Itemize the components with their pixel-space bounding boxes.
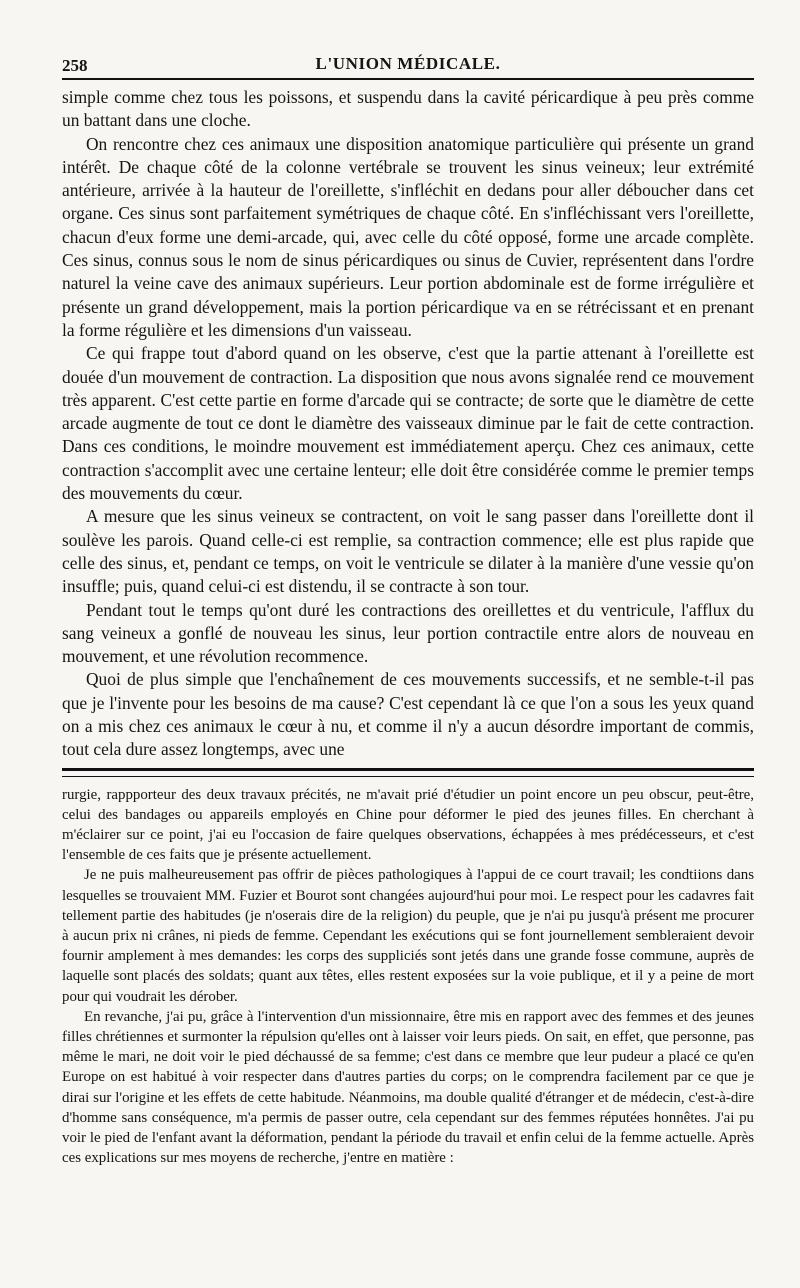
footnote-text: [62, 785, 754, 1169]
footnote-paragraph: rurgie, rappporteur des deux travaux précités, ne m'avait prié d'étudier un point encore un peu obscur, peut-être, celui des bandages ou appareils employés en Chine pour déformer le pied des jeunes filles. En cherchant à m'éclairer sur ce point, j'ai eu l'occasion de faire quelques observations, échappées à mes prédécesseurs, et c'est l'ensemble de ces faits que je présente actuellement.: [62, 786, 754, 864]
main-paragraph: A mesure que les sinus veineux se contractent, on voit le sang passer dans l'oreillette dont il soulève les parois. Quand celle-ci est remplie, sa contraction commence; elle est plus rapide que celle des sinus, et, pendant ce temps, on voit le ventricule se dilater à la manière d'une vessie qu'on insuffle; puis, quand celui-ci est distendu, il se contracte à son tour.: [62, 506, 754, 597]
footnote-rule: [62, 768, 754, 777]
main-paragraph: Pendant tout le temps qu'ont duré les contractions des oreillettes et du ventricule, l'afflux du sang veineux a gonflé de nouveau les sinus, leur portion contractile entre alors de nouveau en mouvement, et une révolution recommence.: [62, 599, 754, 667]
page-number: 258: [62, 56, 88, 75]
main-text: [62, 86, 754, 762]
running-head: [62, 46, 754, 76]
main-paragraph: On rencontre chez ces animaux une disposition anatomique particulière qui présente un grand intérêt. De chaque côté de la colonne vertébrale se trouvent les sinus veineux; leur extrémité antérieure, arrivée à la hauteur de l'oreillette, s'infléchit en dedans pour aller déboucher dans cet organe. Ces sinus sont parfaitement symétriques de chaque côté. En s'infléchissant vers l'oreillette, chacun d'eux forme une demi-arcade, qui, avec celle du côté opposé, forme une arcade complète. Ces sinus, connus sous le nom de sinus péricardiques ou sinus de Cuvier, représentent dans l'ordre naturel la veine cave des animaux supérieurs. Leur portion abdominale est de forme irrégulière et présente un grand développement, mais la portion péricardique va en se rétrécissant et en prenant la forme régulière et les dimensions d'un vaisseau.: [62, 133, 754, 340]
journal-title: L'UNION MÉDICALE.: [315, 54, 501, 73]
footnote-paragraph: Je ne puis malheureusement pas offrir de pièces pathologiques à l'appui de ce court travail; les condtiions dans lesquelles se trouvaient MM. Fuzier et Bourot sont changées aujourd'hui pour moi. Le respect pour les cadavres fait tellement partie des habitudes (je n'oserais dire de la religion) du peuple, que je n'ai pu jusqu'à présent me procurer à aucun prix ni crânes, ni pieds de femme. Cependant les exécutions qui se font journellement sembleraient devoir fournir amplement à mes demandes: les corps des suppliciés sont jetés dans une grande fosse commune, auprès de laquelle sont placés des soldats; quant aux têtes, elles restent exposées sur la voie publique, et il y a peine de mort pour qui voudrait les dérober.: [62, 867, 754, 1005]
main-paragraph: Quoi de plus simple que l'enchaînement de ces mouvements successifs, et ne semble-t-il pas que je l'invente pour les besoins de ma cause? C'est cependant là ce que l'on a sous les yeux quand on a mis chez ces animaux le cœur à nu, et comme il n'y a aucun désordre important de commis, tout cela dure assez longtemps, avec une: [62, 669, 754, 760]
footnote-paragraph: En revanche, j'ai pu, grâce à l'intervention d'un missionnaire, être mis en rapport avec des femmes et des jeunes filles chrétiennes et surmonter la répulsion qu'elles ont à laisser voir leurs pieds. On sait, en effet, que personne, pas même le mari, ne doit voir le pied déchaussé de sa femme; c'est dans ce membre que leur pudeur a placé ce qu'en Europe on est habitué à voir respecter dans d'autres parties du corps; on le comprendra facilement par ce que je dirai sur l'origine et les effets de cette habitude. Néanmoins, ma double qualité d'étranger et de médecin, c'est-à-dire d'homme sans conséquence, m'a permis de passer outre, cela cependant sur des femmes réputées honnêtes. J'ai pu voir le pied de l'enfant avant la déformation, pendant la période du travail et enfin celui de la femme actuelle. Après ces explications sur mes moyens de recherche, j'entre en matière :: [62, 1008, 754, 1167]
main-paragraph: simple comme chez tous les poissons, et suspendu dans la cavité péricardique à peu près comme un battant dans une cloche.: [62, 87, 754, 131]
header-rule: [62, 78, 754, 80]
main-paragraph: Ce qui frappe tout d'abord quand on les observe, c'est que la partie attenant à l'oreillette est douée d'un mouvement de contraction. La disposition que nous avons signalée rend ce mouvement très apparent. C'est cette partie en forme d'arcade qui se contracte; de sorte que le diamètre de cette arcade augmente de tout ce dont le diamètre des vaisseaux diminue par le fait de cette contraction. Dans ces conditions, le moindre mouvement est immédiatement aperçu. Chez ces animaux, cette contraction s'accomplit avec une certaine lenteur; elle doit être considérée comme le premier temps des mouvements du cœur.: [62, 343, 754, 504]
